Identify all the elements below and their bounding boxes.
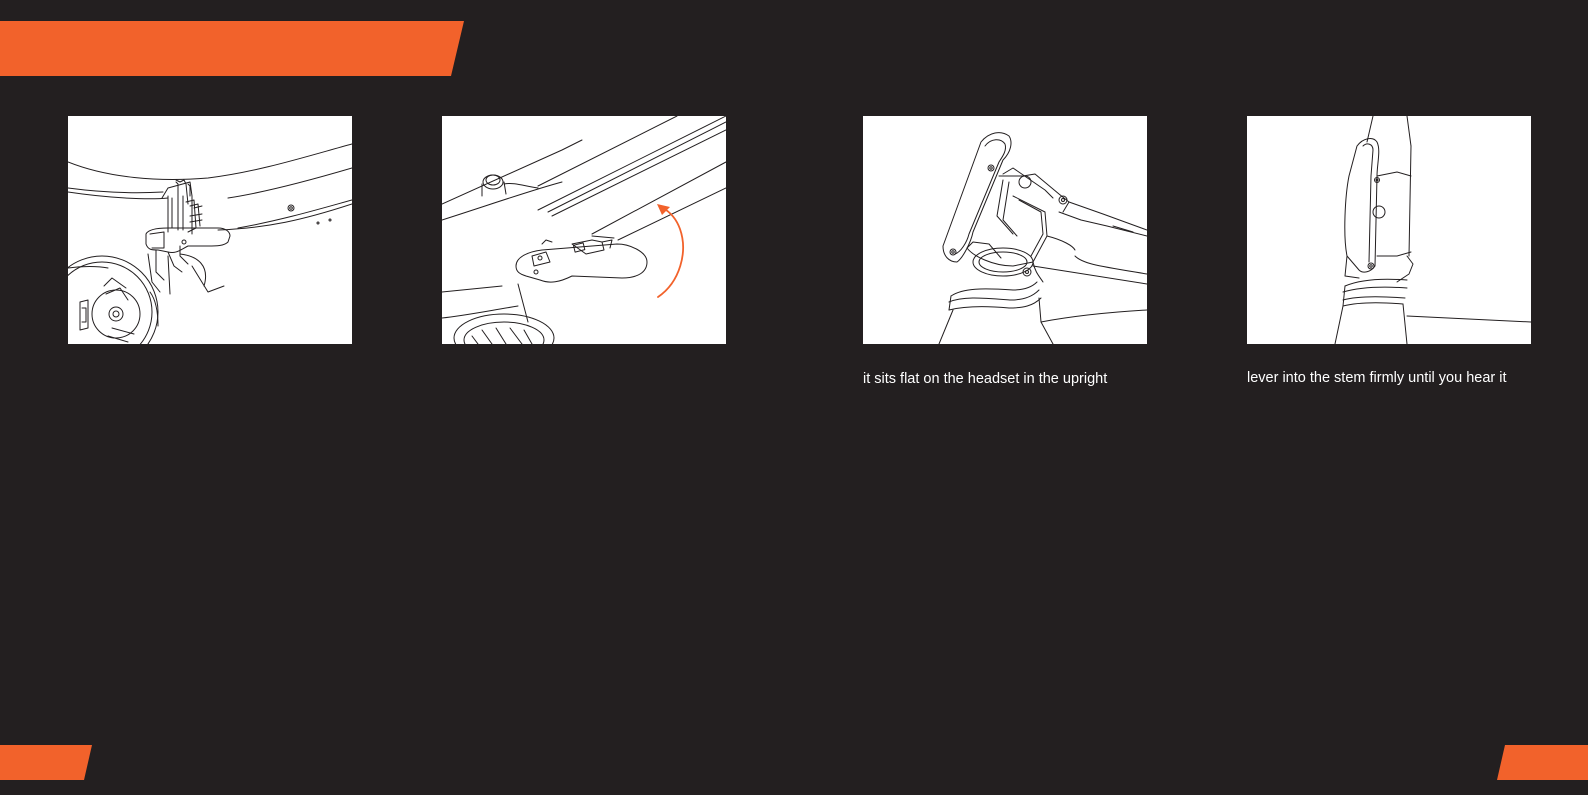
step-4-caption: lever into the stem firmly until you hear it — [1247, 370, 1507, 386]
page-tab-right — [1497, 745, 1588, 780]
step-3-illustration — [863, 116, 1147, 344]
step-3-caption: it sits flat on the headset in the upright — [863, 371, 1108, 387]
step-2-illustration — [442, 116, 726, 344]
step-1-illustration — [68, 116, 352, 344]
step-4-illustration — [1247, 116, 1531, 344]
page-tab-left — [0, 745, 92, 780]
header-banner — [0, 21, 464, 76]
